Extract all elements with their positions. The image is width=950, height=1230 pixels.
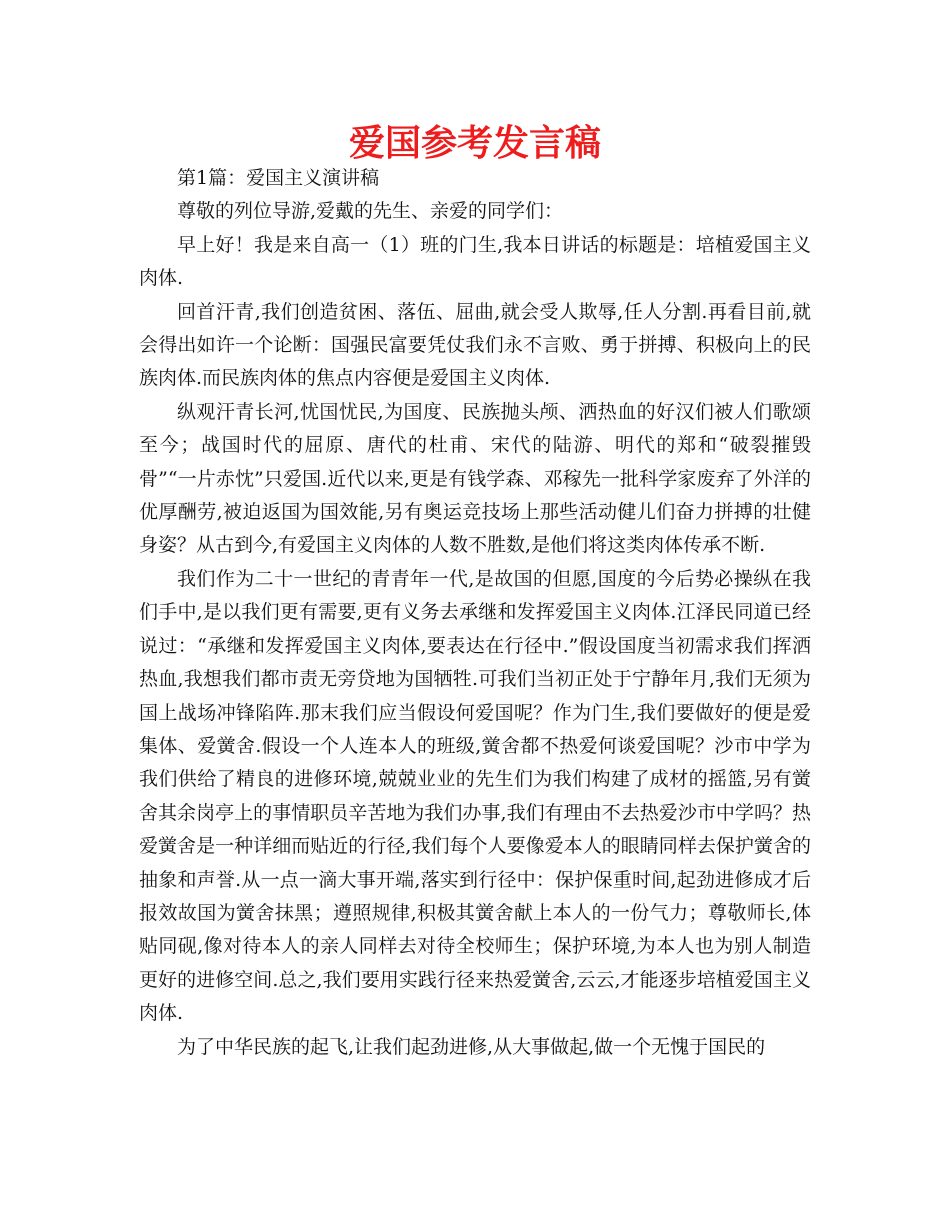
document-body bbox=[139, 162, 811, 1064]
paragraph: 纵观汗青长河,忧国忧民,为国度、民族抛头颅、洒热血的好汉们被人们歌颂至今；战国时代的屈原、唐代的杜甫、宋代的陆游、明代的郑和“破裂摧毁骨”“一片赤忱”只爱国.近代以来,更是有钱学森、邓稼先一批科学家废弃了外洋的优厚酬劳,被迫返国为国效能,另有奥运竞技场上那些活动健儿们奋力拼搏的壮健身姿？从古到今,有爱国主义肉体的人数不胜数,是他们将这类肉体传承不断. bbox=[139, 400, 811, 557]
paragraph: 回首汗青,我们创造贫困、落伍、屈曲,就会受人欺辱,任人分割.再看目前,就会得出如许一个论断：国强民富要凭仗我们永不言败、勇于拼搏、积极向上的民族肉体.而民族肉体的焦点内容便是爱国主义肉体. bbox=[139, 300, 811, 390]
salutation: 尊敬的列位导游,爱戴的先生、亲爱的同学们： bbox=[177, 200, 564, 223]
paragraph: 我们作为二十一世纪的青青年一代,是故国的但愿,国度的今后势必操纵在我们手中,是以我们更有需要,更有义务去承继和发挥爱国主义肉体.江泽民同道已经说过：“承继和发挥爱国主义肉体,要表达在行径中.”假设国度当初需求我们挥洒热血,我想我们都市责无旁贷地为国牺牲.可我们当初正处于宁静年月,我们无须为国上战场冲锋陷阵.那末我们应当假设何爱国呢？作为门生,我们要做好的便是爱集体、爱黉舍.假设一个人连本人的班级,黉舍都不热爱何谈爱国呢？沙市中学为我们供给了精良的进修环境,兢兢业业的先生们为我们构建了成材的摇篮,另有黉舍其余岗亭上的事情职员辛苦地为我们办事,我们有理由不去热爱沙市中学吗？热爱黉舍是一种详细而贴近的行径,我们每个人要像爱本人的眼睛同样去保护黉舍的抽象和声誉.从一点一滴大事开端,落实到行径中：保护保重时间,起劲进修成才后报效故国为黉舍抹黑；遵照规律,积极其黉舍献上本人的一份气力；尊敬师长,体贴同砚,像对待本人的亲人同样去对待全校师生；保护环境,为本人也为别人制造更好的进修空间.总之,我们要用实践行径来热爱黉舍,云云,才能逐步培植爱国主义肉体. bbox=[139, 567, 811, 1025]
paragraph: 早上好！我是来自高一（1）班的门生,我本日讲话的标题是：培植爱国主义肉体. bbox=[139, 233, 811, 290]
document-title: 爱国参考发言稿 bbox=[348, 123, 601, 164]
section-heading: 第1篇：爱国主义演讲稿 bbox=[177, 167, 380, 189]
paragraph: 为了中华民族的起飞,让我们起劲进修,从大事做起,做一个无愧于国民的 bbox=[177, 1035, 766, 1058]
